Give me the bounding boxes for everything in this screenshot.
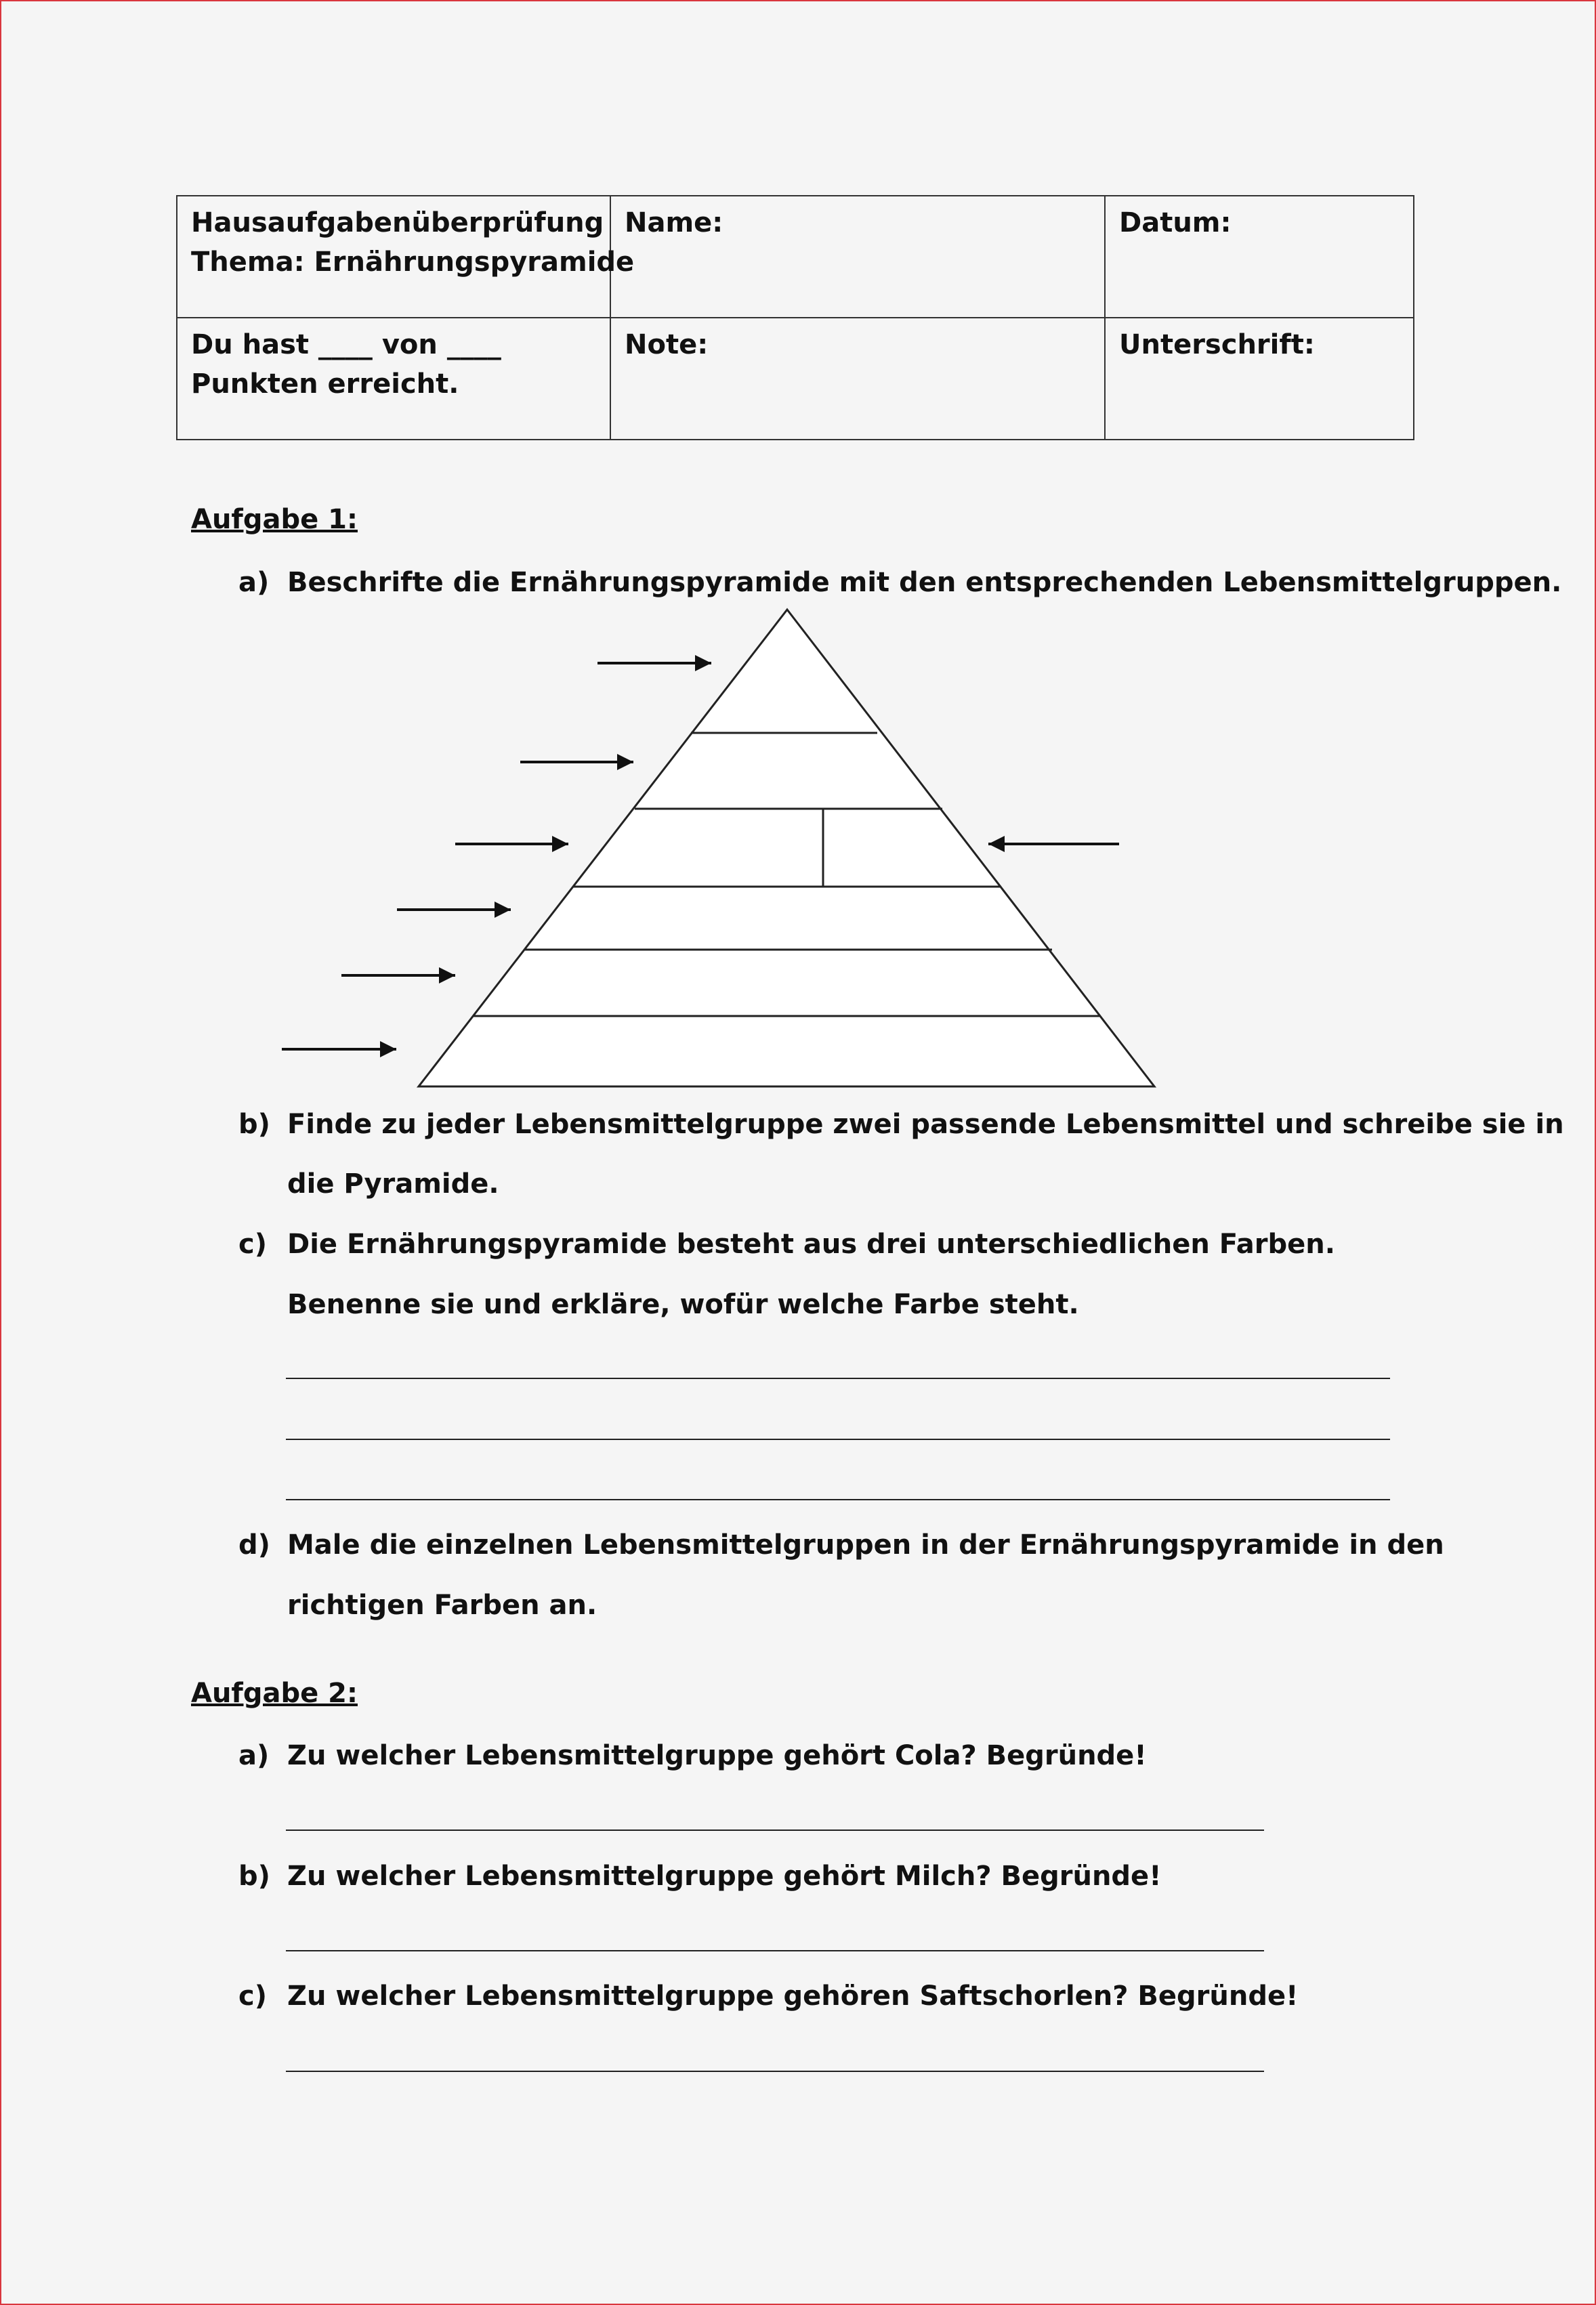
a1-c-text-1: Die Ernährungspyramide besteht aus drei unterschiedlichen Farben. <box>287 1229 1335 1260</box>
a1-d-text-1: Male die einzelnen Lebensmittelgruppen in der Ernährungspyramide in den <box>287 1529 1444 1561</box>
name-label: Name: <box>625 207 723 238</box>
a1-b-letter: b) <box>238 1109 270 1140</box>
note-label: Note: <box>625 329 709 360</box>
a2-b-text: Zu welcher Lebensmittelgruppe gehört Milch? Begründe! <box>287 1861 1162 1892</box>
a1-b-text-2: die Pyramide. <box>287 1168 499 1200</box>
a1-c-letter: c) <box>238 1229 267 1260</box>
food-pyramid-diagram <box>1 1 1596 1153</box>
pyramid-outline <box>419 610 1154 1086</box>
answer-line[interactable] <box>286 2071 1264 2072</box>
a1-d-letter: d) <box>238 1529 270 1561</box>
a2-c-text: Zu welcher Lebensmittelgruppe gehören Saftschorlen? Begründe! <box>287 1981 1299 2012</box>
score-line: Du hast ____ von ____ <box>191 329 501 360</box>
answer-line[interactable] <box>286 1439 1390 1440</box>
answer-line[interactable] <box>286 1378 1390 1379</box>
worksheet-topic: Thema: Ernährungspyramide <box>191 247 635 278</box>
score-line-2: Punkten erreicht. <box>191 368 459 400</box>
worksheet-title: Hausaufgabenüberprüfung <box>191 207 604 238</box>
a1-c-text-2: Benenne sie und erkläre, wofür welche Farbe steht. <box>287 1289 1079 1320</box>
answer-line[interactable] <box>286 1950 1264 1951</box>
a1-d-text-2: richtigen Farben an. <box>287 1590 597 1621</box>
unterschrift-label: Unterschrift: <box>1119 329 1315 360</box>
datum-label: Datum: <box>1119 207 1232 238</box>
aufgabe-2-heading: Aufgabe 2: <box>191 1678 358 1709</box>
answer-line[interactable] <box>286 1830 1264 1831</box>
a2-b-letter: b) <box>238 1861 270 1892</box>
aufgabe-1-heading: Aufgabe 1: <box>191 504 358 535</box>
a2-c-letter: c) <box>238 1981 267 2012</box>
a2-a-text: Zu welcher Lebensmittelgruppe gehört Cola? Begründe! <box>287 1740 1147 1771</box>
answer-line[interactable] <box>286 1499 1390 1500</box>
a1-b-text-1: Finde zu jeder Lebensmittelgruppe zwei passende Lebensmittel und schreibe sie in <box>287 1109 1564 1140</box>
a2-a-letter: a) <box>238 1740 270 1771</box>
a1-a-letter: a) <box>238 567 270 598</box>
a1-a-text: Beschrifte die Ernährungspyramide mit den entsprechenden Lebensmittelgruppen. <box>287 567 1562 598</box>
